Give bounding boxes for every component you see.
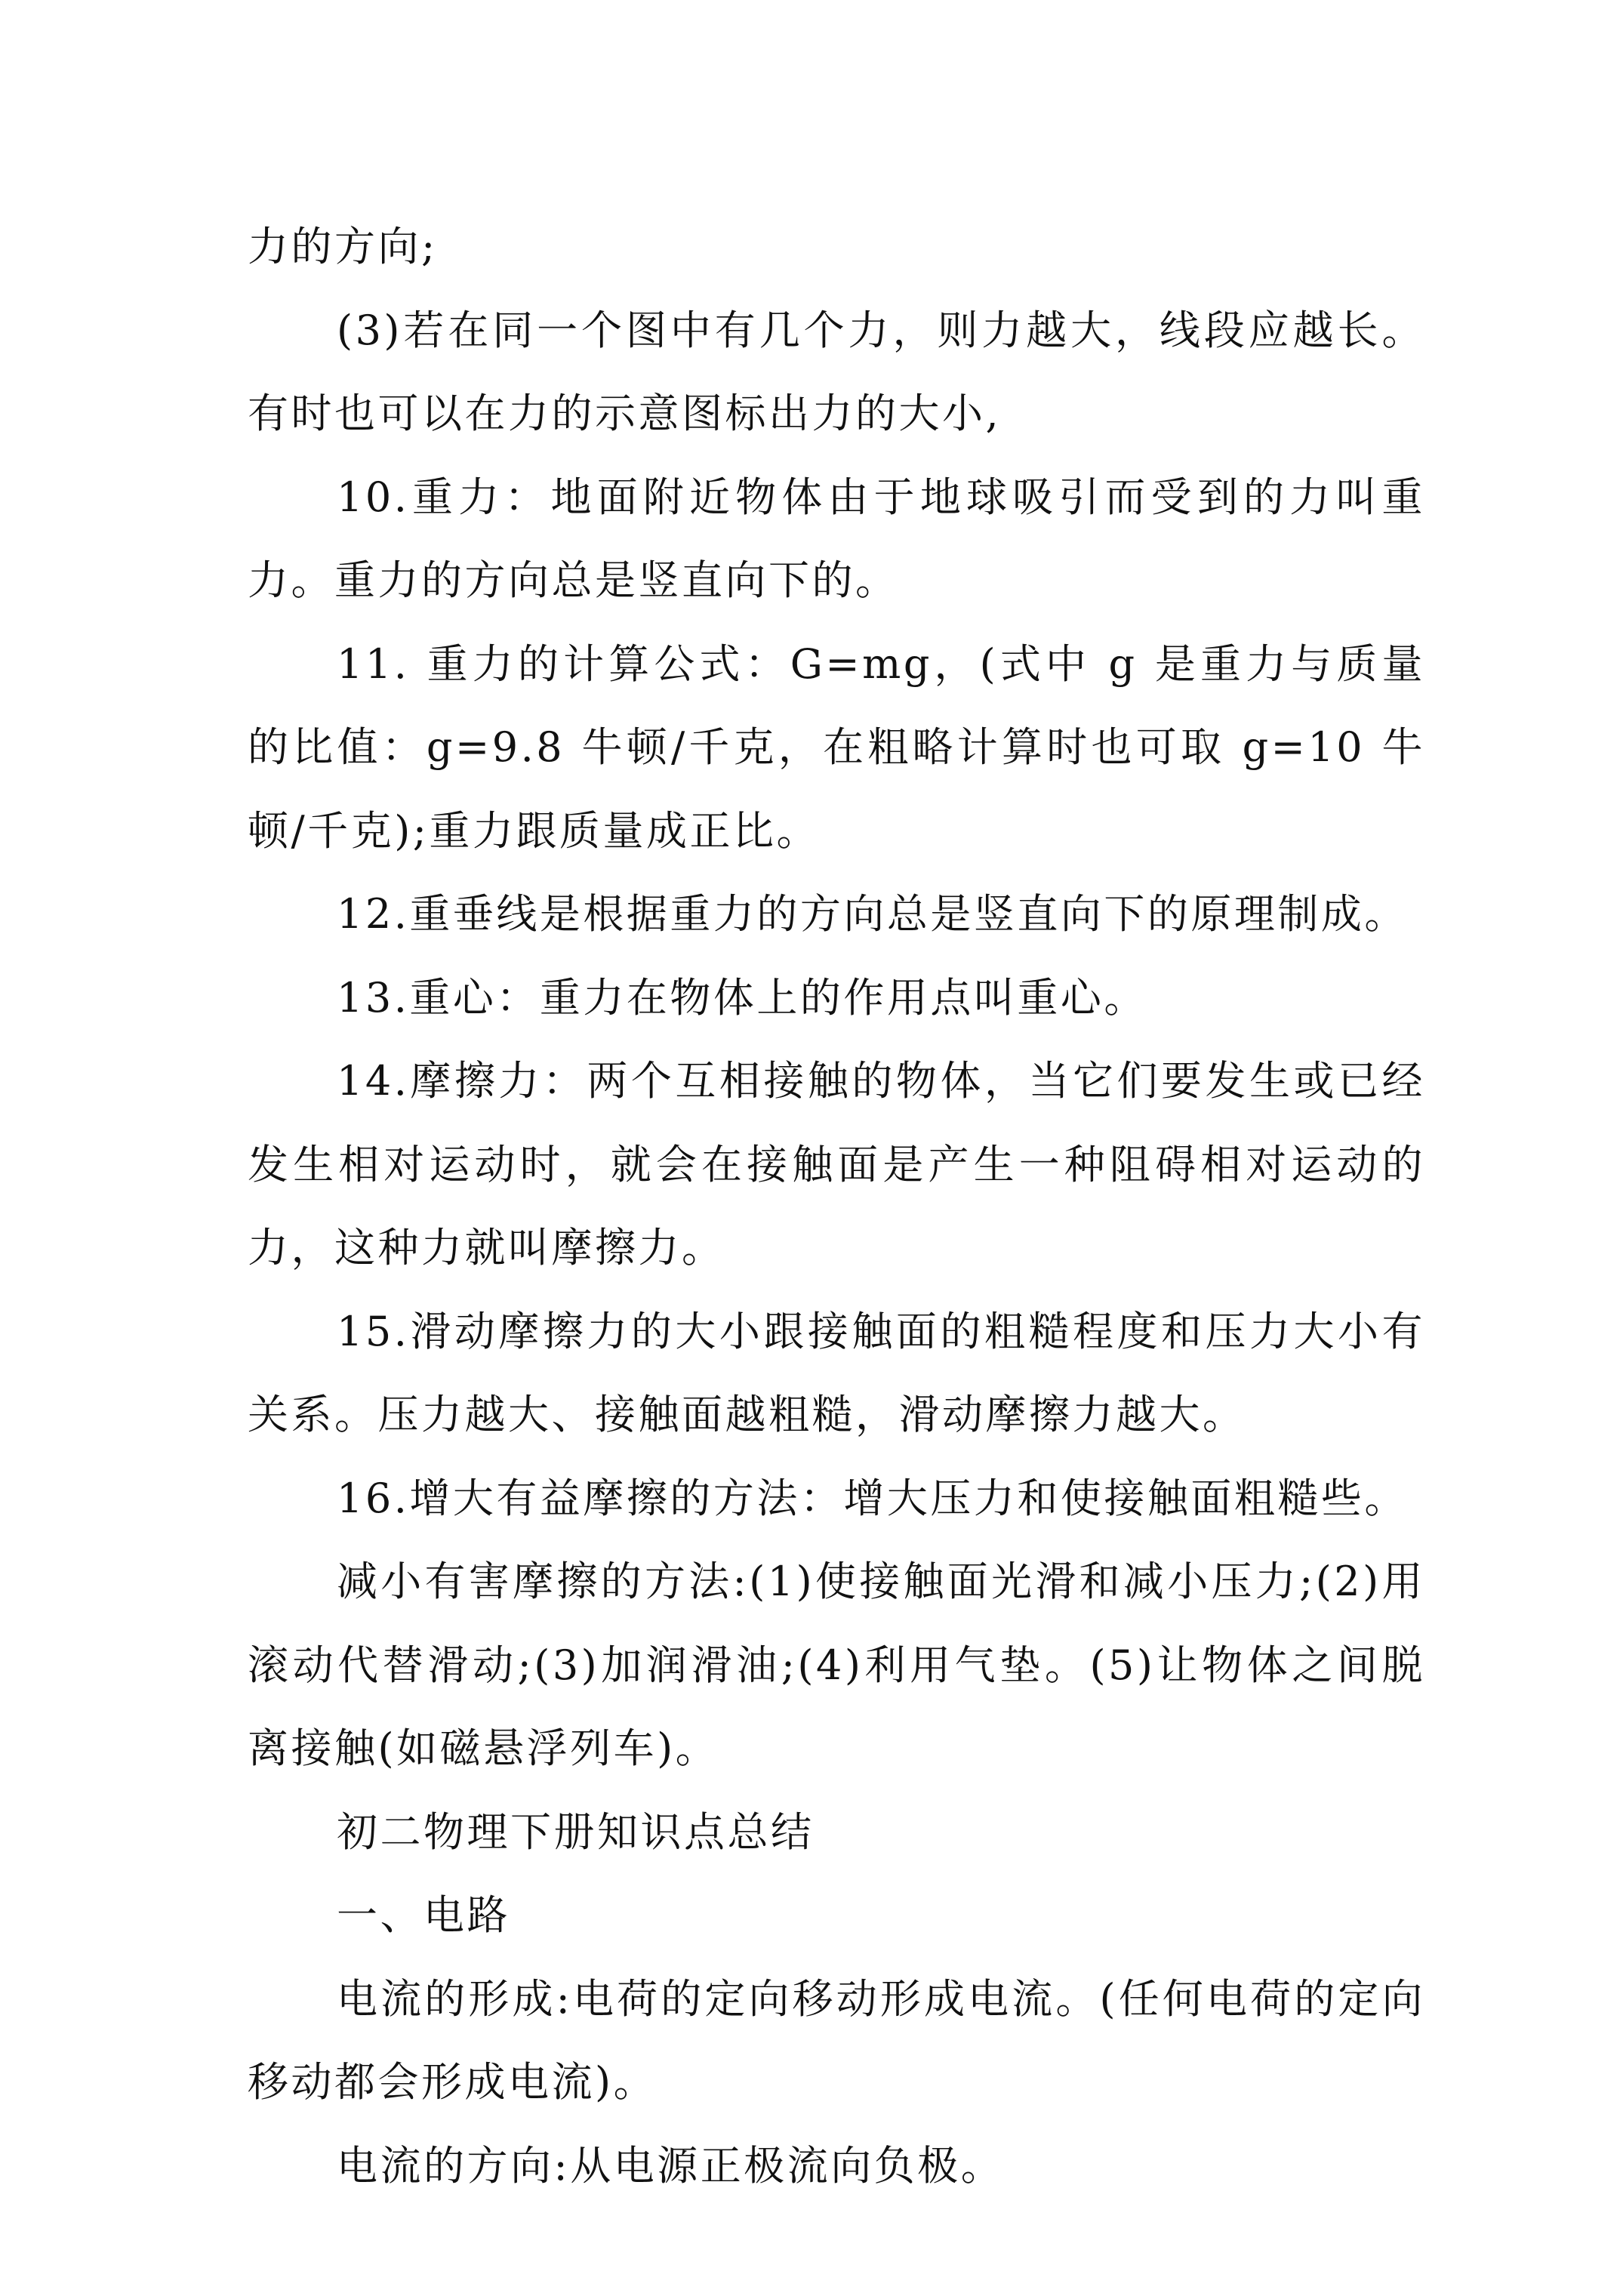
paragraph-current-formation: 电流的形成:电荷的定向移动形成电流。(任何电荷的定向移动都会形成电流)。 <box>248 1974 1425 2106</box>
document-body <box>248 205 1425 2208</box>
paragraph-center-of-gravity: 13.重心：重力在物体上的作用点叫重心。 <box>337 973 1147 1022</box>
paragraph-sliding-friction: 15.滑动摩擦力的大小跟接触面的粗糙程度和压力大小有关系。压力越大、接触面越粗糙，滑动摩擦力越大。 <box>248 1307 1425 1438</box>
paragraph-reduce-friction: 减小有害摩擦的方法:(1)使接触面光滑和减小压力;(2)用滚动代替滑动;(3)加润滑油;(4)利用气垫。(5)让物体之间脱离接触(如磁悬浮列车)。 <box>248 1558 1425 1772</box>
paragraph-gravity-definition: 10.重力：地面附近物体由于地球吸引而受到的力叫重力。重力的方向总是竖直向下的。 <box>248 473 1425 604</box>
paragraph-gravity-formula: 11. 重力的计算公式：G=mg，(式中 g 是重力与质量的比值：g=9.8 牛顿/千克，在粗略计算时也可取 g=10 牛顿/千克);重力跟质量成正比。 <box>248 639 1425 855</box>
section-heading: 初二物理下册知识点总结 <box>337 1808 815 1856</box>
subsection-heading-circuit: 一、电路 <box>337 1891 510 1939</box>
paragraph-force-direction: 力的方向; <box>248 223 438 270</box>
paragraph-current-direction: 电流的方向:从电源正极流向负极。 <box>337 2141 1005 2190</box>
paragraph-friction-definition: 14.摩擦力：两个互相接触的物体，当它们要发生或已经发生相对运动时，就会在接触面是产生一种阻碍相对运动的力，这种力就叫摩擦力。 <box>248 1057 1425 1271</box>
paragraph-increase-friction: 16.增大有益摩擦的方法：增大压力和使接触面粗糙些。 <box>337 1474 1408 1522</box>
paragraph-plumb-line: 12.重垂线是根据重力的方向总是竖直向下的原理制成。 <box>337 890 1408 938</box>
paragraph-force-length: (3)若在同一个图中有几个力，则力越大，线段应越长。有时也可以在力的示意图标出力的大小, <box>248 306 1425 437</box>
